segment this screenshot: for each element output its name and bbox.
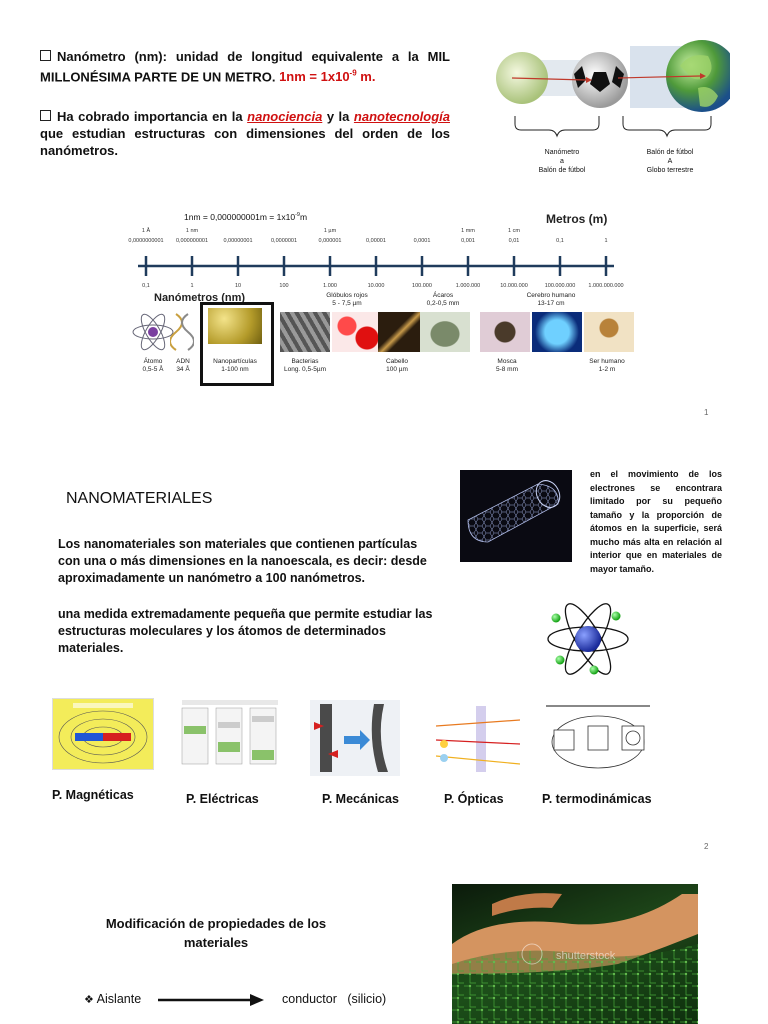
prop-label-electricas: P. Eléctricas [186, 792, 259, 806]
label-adn: ADN 34 Å [176, 358, 190, 373]
scale-meter-value: 0,0000000001 [128, 238, 164, 244]
nanomateriales-title: NANOMATERIALES [66, 490, 213, 507]
atom-model-icon [542, 596, 634, 682]
scale-diagram [126, 204, 628, 386]
scale-meter-value: 0,001 [461, 238, 475, 244]
scale-meter-value: 1 [604, 238, 608, 244]
mid-label-globulos: Glóbulos rojos 5 - 7,5 µm [326, 292, 368, 307]
link-nanociencia[interactable]: nanociencia [247, 109, 323, 124]
label-bacterias: Bacterias Long. 0,5-5µm [283, 358, 327, 373]
shutterstock-watermark: shutterstock [556, 950, 616, 962]
comparison-right-label: Balón de fútbol A Globo terrestre [646, 149, 694, 174]
scale-nm-value: 100 [279, 283, 289, 289]
scale-meter-value: 0,00001 [366, 238, 386, 244]
nanomateriales-definition: Los nanomateriales son materiales que contienen partículas con una o más dimensiones en la nanoescala, es decir: desde aproximadamente un nanómetro a 100 nanómetros. [58, 537, 427, 585]
scale-meter-value: 0,0000001 [271, 238, 297, 244]
scale-meter-value: 0,01 [508, 238, 520, 244]
scale-nm-value: 100.000 [412, 283, 432, 289]
label-atomo: Átomo 0,5-5 Å [142, 358, 164, 373]
scale-unit-label: 1 nm [185, 228, 199, 234]
scale-nm-value: 0,1 [142, 283, 150, 289]
bullet-nanometro [40, 48, 450, 85]
aislante-item: ❖ Aislante [84, 992, 142, 1006]
scale-nm-value: 1.000.000 [455, 283, 481, 289]
bullet-importancia: Ha cobrado importancia en la nanociencia y la nanotecnología que estudian estructuras con dimensiones del orden de los nanómetros. [40, 109, 450, 158]
fly-image [480, 312, 530, 352]
label-cabello: Cabello 100 µm [385, 358, 409, 373]
prop-label-termodinamicas: P. termodinámicas [542, 792, 652, 806]
label-nanoparticulas: Nanopartículas 1-100 nm [213, 358, 257, 373]
diamond-bullet-icon: ❖ [84, 994, 94, 1006]
scale-unit-label: 1 µm [323, 228, 337, 234]
scale-meter-value: 0,0001 [413, 238, 431, 244]
optical-properties-image [436, 704, 520, 774]
brain-image [532, 312, 582, 352]
conductor-item: conductor (silicio) [282, 992, 387, 1006]
dna-image [170, 312, 194, 352]
scale-nm-value: 1.000 [323, 283, 337, 289]
nanomateriales-side-note: en el movimiento de los electrones se encontrara limitado por su pequeño tamaño y la proporción de átomos en la superficie, será mucho más alta en relación al interior que en materiales de mayor tamaño. [590, 469, 722, 574]
right-arrow-icon [156, 992, 266, 1008]
modificacion-title: Modificación de propiedades de los materiales [105, 916, 327, 950]
link-nanotecnologia[interactable]: nanotecnología [353, 109, 450, 124]
page-number-2: 2 [704, 842, 709, 851]
bacteria-image [280, 312, 330, 352]
prop-label-opticas: P. Ópticas [444, 792, 504, 806]
scale-nm-value: 10 [234, 283, 242, 289]
scale-meter-value: 0,000001 [318, 238, 342, 244]
checkbox-bullet-icon [40, 50, 51, 61]
nano-title: Nanómetros (nm) [154, 292, 246, 304]
prop-label-mecanicas: P. Mecánicas [322, 792, 399, 806]
nanotube-image [460, 470, 572, 562]
bullet-nanometro-text: Nanómetro (nm): unidad de longitud equivalente a la MIL MILLONÉSIMA PARTE DE UN METRO. [40, 49, 450, 85]
scale-nm-value: 1 [190, 283, 194, 289]
scale-nm-value: 100.000.000 [544, 283, 576, 289]
mid-label-cerebro: Cerebro humano 13-17 cm [526, 292, 576, 307]
comparison-left-label: Nanómetro a Balón de fútbol [538, 149, 586, 174]
scale-meter-value: 0,000000001 [175, 238, 209, 244]
thermodynamic-properties-image [546, 704, 650, 776]
label-ser-humano: Ser humano 1-2 m [589, 358, 625, 373]
scale-unit-label: 1 mm [461, 228, 475, 234]
scale-axis [126, 254, 628, 278]
scale-unit-label: 1 cm [508, 228, 520, 234]
page-number-1: 1 [704, 408, 709, 417]
label-mosca: Mosca 5-8 mm [495, 358, 519, 373]
formula-text: $1nm = 1x10^{-9}$ m. [279, 69, 376, 85]
scale-nm-value: 1.000.000.000 [588, 283, 624, 289]
scale-header: $1nm = 0,000000001m = 1x10^{-9}m$ [184, 212, 308, 222]
scale-nm-value: 10.000 [367, 283, 385, 289]
scale-comparison-illustration [490, 36, 730, 148]
checkbox-bullet-icon [40, 110, 51, 121]
scale-nm-value: 10.000.000 [500, 283, 528, 289]
scale-unit-label: 1 Å [141, 228, 151, 234]
scale-meter-value: 0,00000001 [223, 238, 253, 244]
magnetic-properties-image [52, 698, 154, 770]
red-blood-cells-image [332, 312, 382, 352]
nanoparticles-image [208, 308, 262, 344]
mite-image [420, 312, 470, 352]
mid-label-acaros: Ácaros 0,2-0,5 mm [426, 292, 460, 307]
nanomateriales-measure: una medida extremadamente pequeña que permite estudiar las estructuras moleculares y los átomos de determinados materiales. [58, 607, 433, 655]
meters-title: Metros (m) [546, 212, 608, 226]
prop-label-magneticas: P. Magnéticas [52, 788, 134, 802]
electric-properties-image [180, 698, 280, 770]
scale-meter-value: 0,1 [556, 238, 564, 244]
mechanical-properties-image [310, 700, 400, 776]
robot-hand-image [452, 884, 698, 1024]
human-image [584, 312, 634, 352]
